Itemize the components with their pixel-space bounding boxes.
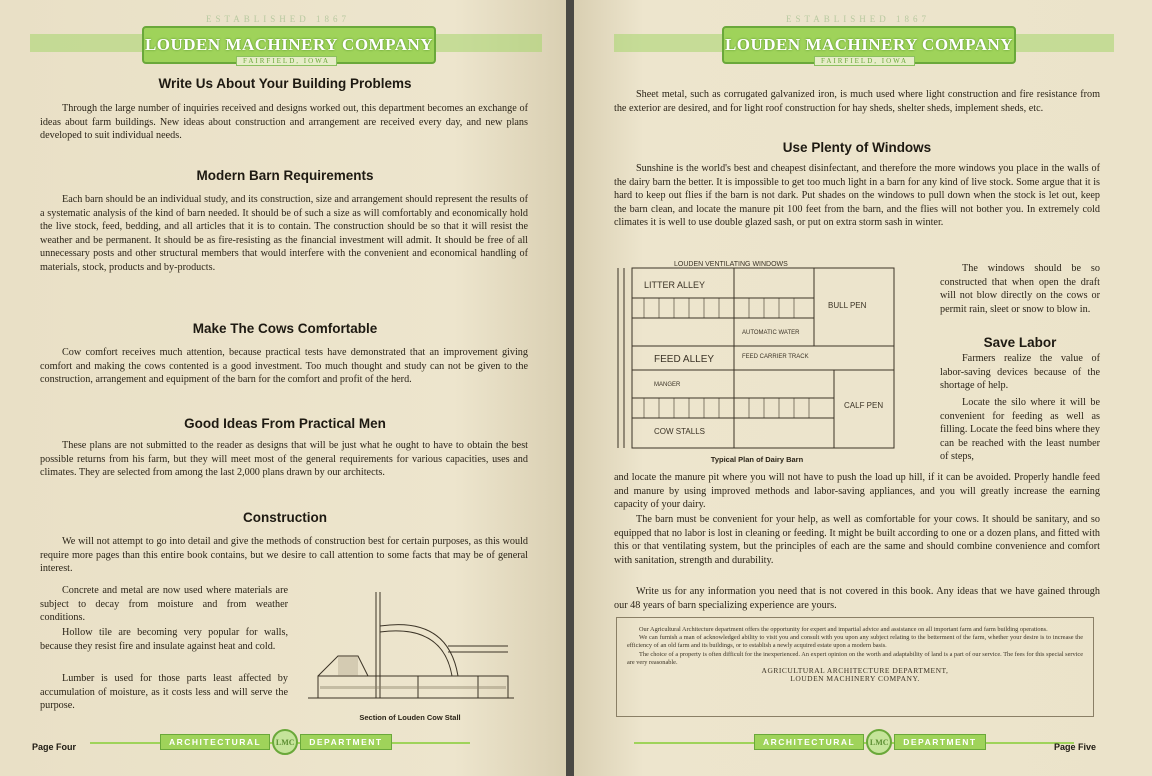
company-name: LOUDEN MACHINERY COMPANY — [144, 35, 434, 54]
heading-construction: Construction — [243, 510, 327, 525]
heading-save-labor: Save Labor — [983, 335, 1057, 350]
paragraph-sunshine: Sunshine is the world's best and cheapest disinfectant, and therefore the more windows you place in the walls of the dairy barn the better. It is impossible to get too much light in a barn for any kind of live stock. Some argue that it is hard to keep out flies if the barn is not dark. Put shades on the windows to pull down when the stock is let out, keep the barn clean, and locate the manure pit 100 feet from the barn, and the flies will not bother you. In extremely cold climates it is well to use double glazed sash, or put on extra storm sash in winter. — [614, 163, 1100, 229]
paragraph-construction-intro: We will not attempt to go into detail and give the methods of construction best for certain purposes, as this would require more pages than this entire book contains, but we desire to call attention to some facts that may be of general interest. — [40, 536, 528, 575]
paragraph-sheet-metal: Sheet metal, such as corrugated galvanized iron, is much used where light construction and fire resistance from the exterior are desired, and for light roof construction for hay sheds, shelter sheds, implement sheds, etc. — [614, 89, 1100, 114]
plan-label-windows: LOUDEN VENTILATING WINDOWS — [674, 261, 788, 268]
right-page — [574, 0, 1152, 776]
heading-building-problems: Write Us About Your Building Problems — [158, 76, 412, 91]
established-text-right: ESTABLISHED 1867 — [786, 14, 931, 24]
notice-signature-company: LOUDEN MACHINERY COMPANY. — [790, 674, 920, 684]
footer-emblem — [160, 730, 392, 754]
left-page — [0, 0, 568, 776]
heading-cows-comfortable: Make The Cows Comfortable — [192, 321, 378, 336]
established-text: ESTABLISHED 1867 — [206, 14, 351, 24]
notice-signature-department: AGRICULTURAL ARCHITECTURE DEPARTMENT, — [761, 666, 949, 676]
paragraph-cows-comfortable: Cow comfort receives much attention, because practical tests have demonstrated that an improvement giving comfort and making the cows contented is a good investment. Too much thought and study can not be given to the construction, arrangement and equipment of the barn for the comfort and profit of the herd. — [40, 347, 528, 386]
paragraph-building-problems: Through the large number of inquiries received and designs worked out, this department becomes an exchange of ideas about farm buildings. New ideas about construction and arrangement are received every day, and new plans developed to suit individual needs. — [40, 103, 528, 142]
paragraph-hollow-tile: Hollow tile are becoming very popular for walls, because they resist fire and insulate against heat and cold. — [40, 627, 288, 652]
heading-modern-barn: Modern Barn Requirements — [196, 168, 374, 183]
paragraph-modern-barn: Each barn should be an individual study, and its construction, size and arrangement should represent the results of a systematic analysis of the kind of barn needed. It should be of such a size as will comfortably and economically hold the live stock, feed, bedding, and all articles that it is to contain. The construction should be so that it will resist the weather and be permanent. It should be as fire-resisting as the financial investment will admit. It should be free of all unnecessary posts and other structural members that would interfere with the convenient and economical handling of materials, stock, products and by-products. — [40, 194, 528, 273]
footer-tag-architectural-right: ARCHITECTURAL — [754, 734, 864, 750]
footer-tag-department: DEPARTMENT — [300, 734, 391, 750]
dairy-barn-caption: Typical Plan of Dairy Barn — [710, 455, 804, 464]
plan-label-cow-stalls: COW STALLS — [654, 427, 705, 436]
plan-label-manger: MANGER — [654, 382, 681, 388]
plan-label-calf-pen: CALF PEN — [844, 401, 884, 410]
company-seal-icon: LMC — [272, 729, 298, 755]
footer-tag-department-right: DEPARTMENT — [894, 734, 985, 750]
dairy-barn-plan-figure — [614, 258, 900, 454]
plan-label-bull-pen: BULL PEN — [828, 301, 867, 310]
paragraph-write-us: Write us for any information you need that is not covered in this book. Any ideas that we have gained through our 48 years of barn specializing experience are yours. — [614, 586, 1100, 611]
right-footer-ornament — [604, 728, 1124, 758]
heading-good-ideas: Good Ideas From Practical Men — [184, 416, 386, 431]
notice-paragraph-1: Our Agricultural Architecture department offers the opportunity for expert and impartial advice and assistance on all important farm and farm building operations. — [639, 626, 1048, 633]
paragraph-manure-pit: and locate the manure pit where you will not have to push the load up hill, if it can be avoided. Properly handle feed and manure by using improved methods and labor-saving appliances, and you will greatly increase the earning capacity of your dairy. — [614, 472, 1100, 511]
cow-stall-caption: Section of Louden Cow Stall — [359, 713, 461, 722]
company-banner — [30, 12, 542, 66]
company-seal-icon-right: LMC — [866, 729, 892, 755]
paragraph-labor-devices: Farmers realize the value of labor-saving devices because of the shortage of help. — [940, 353, 1100, 392]
plan-label-feed-carrier: FEED CARRIER TRACK — [742, 354, 809, 360]
paragraph-concrete-metal: Concrete and metal are now used where materials are subject to decay from moisture and from weather conditions. — [40, 585, 288, 624]
plan-label-feed-alley: FEED ALLEY — [654, 354, 715, 365]
notice-paragraph-2: We can furnish a man of acknowledged ability to visit you and consult with you upon any subject relating to the betterment of the farm, whether your desire is to increase the efficiency of an old farm and its buildings, or to establish a newly acquired estate upon a modern basis. — [627, 634, 1083, 650]
heading-plenty-windows: Use Plenty of Windows — [782, 140, 932, 155]
company-banner-right — [614, 12, 1114, 66]
footer-tag-architectural: ARCHITECTURAL — [160, 734, 270, 750]
plan-label-litter-alley: LITTER ALLEY — [644, 280, 706, 290]
company-location: FAIRFIELD, IOWA — [236, 56, 337, 66]
left-footer-ornament — [30, 728, 530, 758]
paragraph-windows-draft: The windows should be so constructed that when open the draft will not blow directly on the cows or permit rain, sleet or snow to blow in. — [940, 263, 1100, 315]
cow-stall-section-figure — [298, 586, 520, 708]
footer-emblem-right — [754, 730, 986, 754]
company-location-right: FAIRFIELD, IOWA — [814, 56, 915, 66]
page-number-right: Page Five — [1054, 742, 1097, 752]
notice-paragraph-3: The choice of a property is often difficult for the inexperienced. An expert opinion on the worth and adaptability of land is a part of our service. The fees for this special service are very reasonable. — [627, 650, 1083, 666]
architecture-department-notice — [616, 617, 1094, 717]
paragraph-lumber: Lumber is used for those parts least affected by accumulation of moisture, as it costs less and will serve the purpose. — [40, 673, 288, 712]
company-name-right: LOUDEN MACHINERY COMPANY — [724, 35, 1014, 54]
page-number-left: Page Four — [32, 742, 77, 752]
paragraph-good-ideas: These plans are not submitted to the reader as designs that will be just what he ought to have to obtain the best possible returns from his farm, but they will meet most of the general requirements for various capacities, uses and climates. They are selected from among the last 2,000 plans drawn by our architects. — [40, 440, 528, 479]
paragraph-barn-convenient: The barn must be convenient for your help, as well as comfortable for your cows. It should be sanitary, and so equipped that no labor is lost in cleaning or feeding. It might be built according to one or a dozen plans, and fitted with this or that ventilating system, but the principles of each are the same and should combine convenience and comfort with sanitation, strength and durability. — [614, 514, 1100, 566]
paragraph-silo-location: Locate the silo where it will be convenient for feeding as well as filling. Locate the feed bins where they can be reached with the least number of steps, — [940, 397, 1100, 463]
plan-label-water-bowls: AUTOMATIC WATER — [742, 330, 800, 336]
